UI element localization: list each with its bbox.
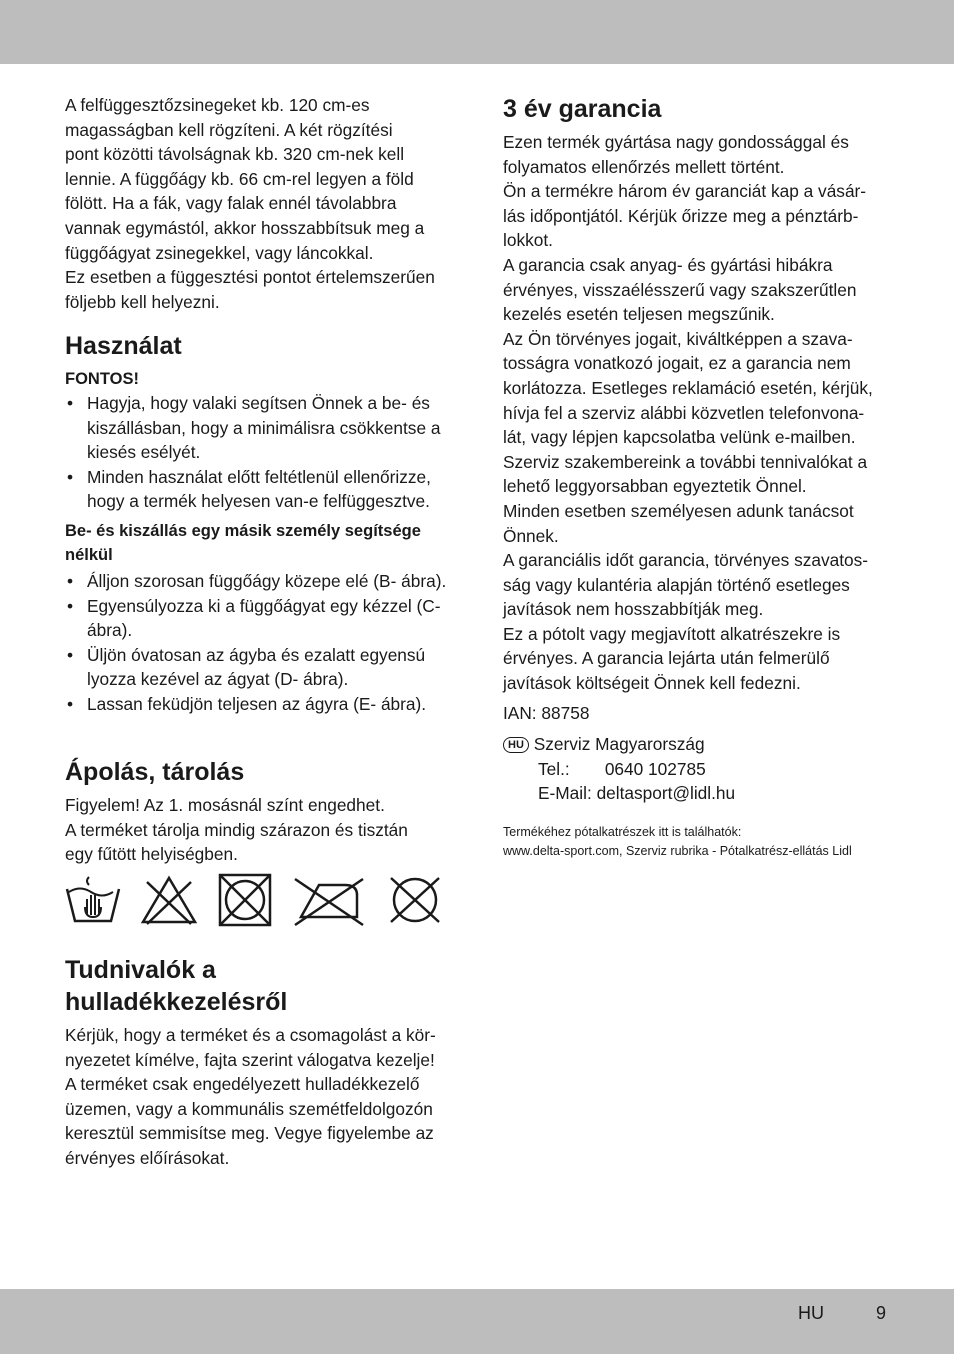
list-item: • Lassan feküdjön teljesen az ágyra (E- ábra).	[65, 692, 457, 717]
spare-parts-note: Termékéhez pótalkatrészek itt is találhatók: www.delta-sport.com, Szerviz rubrika - Pótalkatrész-ellátás Lidl	[503, 825, 852, 858]
list-item: • Üljön óvatosan az ágyba és ezalatt egyensú lyozza kezével az ágyat (D- ábra).	[65, 643, 457, 692]
section-title-garancia: 3 év garancia	[503, 95, 662, 123]
intro-paragraph: A felfüggesztőzsinegeket kb. 120 cm-es magasságban kell rögzíteni. A két rögzítési pont közötti távolságnak kb. 320 cm-nek kell lennie. A függőágy kb. 66 cm-rel legyen a föld fölött. Ha a fák, vagy falak ennél távolabbra vannak egymástól, akkor hosszabbítsuk meg a függőágyat zsinegekkel, vagy láncokkal. Ez esetben a függesztési pontot értelemszerűen följebb kell helyezni.	[65, 95, 435, 312]
no-dry-clean-icon	[385, 874, 445, 926]
country-badge: HU	[503, 737, 529, 753]
section-title-tudnivalok: Tudnivalók a hulladékkezelésről	[65, 956, 288, 1016]
tel-label: Tel.:	[538, 758, 570, 779]
service-name: Szerviz Magyarország	[533, 734, 705, 754]
list-item: • Hagyja, hogy valaki segítsen Önnek a be- és kiszállásban, hogy a minimálisra csökkentse a kiesés esélyét.	[65, 391, 457, 465]
care-symbols	[65, 872, 445, 928]
usage-list-1	[65, 391, 457, 514]
list-item: • Álljon szorosan függőágy közepe elé (B- ábra).	[65, 569, 457, 594]
ian-number: IAN: 88758	[503, 703, 590, 723]
hand-wash-icon	[65, 875, 121, 925]
service-email: E-Mail: deltasport@lidl.hu	[538, 783, 736, 804]
page-number: 9	[876, 1303, 887, 1323]
care-paragraph: Figyelem! Az 1. mosásnál színt engedhet. A terméket tárolja mindig szárazon és tisztán egy fűtött helyiségben.	[65, 795, 408, 865]
section-title-apolas: Ápolás, tárolás	[65, 758, 245, 786]
important-label: FONTOS!	[65, 370, 139, 388]
tel-value: 0640 102785	[604, 758, 706, 779]
usage-list-2	[65, 569, 457, 717]
waste-paragraph: Kérjük, hogy a terméket és a csomagolást a kör- nyezetet kímélve, fajta szerint válogatva kezelje! A terméket csak engedélyezett hulladékkezelő üzemen, vagy a kommunális szemétfeldolgozón keresztül semmisítse meg. Vegye figyelembe az érvényes előírásokat.	[65, 1025, 436, 1168]
header-bar	[0, 0, 954, 64]
no-iron-icon	[291, 873, 367, 927]
subheading-without-help: Be- és kiszállás egy másik személy segítsége nélkül	[65, 522, 421, 564]
warranty-paragraph: Ezen termék gyártása nagy gondossággal és folyamatos ellenőrzés mellett történt. Ön a termékre három év garanciát kap a vásár- lás időpontjától. Kérjük őrizze meg a pénztárb- lokkot. A garancia csak anyag- és gyártási hibákra érvényes, visszaélésszerű vagy szakszerűtlen kezelés esetén teljesen megszűnik. Az Ön törvényes jogait, kiváltképpen a szava- tosságra vonatkozó jogait, ez a garancia nem korlátozza. Esetleges reklamáció esetén, kérjük, hívja fel a szerviz alábbi közvetlen telefonvona- lát, vagy lépjen kapcsolatba velünk e-mailben. Szerviz szakembereink a további tennivalókat a lehető leggyorsabban egyeztetik Önnel. Minden esetben személyesen adunk tanácsot Önnek. A garanciális időt garancia, törvényes szavatos- ság vagy kulantéria alapján történő esetleges javítások nem hosszabbítják meg. Ez a pótolt vagy megjavított alkatrészekre is érvényes. A garancia lejárta után felmerülő javítások költségeit Önnek kell fedezni.	[503, 132, 873, 694]
no-bleach-icon	[139, 874, 199, 926]
footer-language: HU	[798, 1303, 824, 1323]
service-contact	[503, 732, 903, 806]
no-tumble-dry-icon	[217, 872, 273, 928]
list-item: • Minden használat előtt feltétlenül ellenőrizze, hogy a termék helyesen van-e felfüggesztve.	[65, 465, 457, 514]
list-item: • Egyensúlyozza ki a függőágyat egy kézzel (C- ábra).	[65, 594, 457, 643]
section-title-hasznalat: Használat	[65, 332, 182, 360]
